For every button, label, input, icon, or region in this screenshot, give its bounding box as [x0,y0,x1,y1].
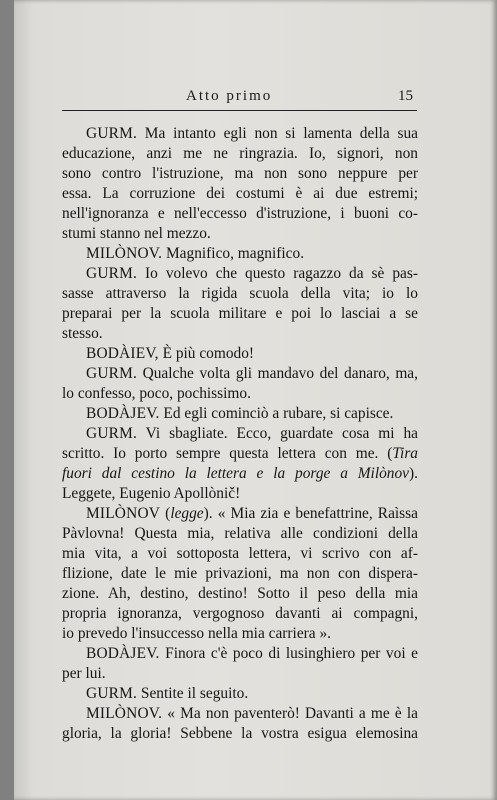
line-text: Finora c'è poco di lusinghiero per voi e [159,645,418,662]
text-line [62,524,418,544]
line-text: È più comodo! [158,345,255,362]
page-number: 15 [398,88,413,104]
speaker-name: GURM. [86,265,138,282]
line-text: fuori dal cestino la lettera e la porge a Milònov). [62,465,418,482]
text-line [62,164,418,184]
text-line [62,464,418,484]
text-line [62,304,418,324]
page-body-text [62,124,418,744]
line-text: scritto. Io porto sempre questa lettera con me. (Tira [62,445,418,462]
line-text: lo confesso, poco, pochissimo. [62,385,251,402]
text-line [62,444,418,464]
line-text: Ed egli cominciò a rubare, si capisce. [159,405,394,422]
line-text: preparai per la scuola militare e poi lo lasciai a se [62,305,418,322]
text-line [62,244,418,264]
line-text: stumi stanno nel mezzo. [62,225,211,242]
speaker-name: GURM. [86,125,138,142]
speaker-name: BODÀJEV. [86,405,160,422]
line-text: Sentite il seguito. [137,685,249,702]
line-text: essa. La corruzione dei costumi è ai due estremi; [62,185,418,202]
line-text: nell'ignoranza e nell'eccesso d'istruzione, i buoni co- [62,205,418,222]
speaker-name: BODÀIEV, [86,345,159,362]
text-line [62,404,418,424]
line-text: zione. Ah, destino, destino! Sotto il peso della mia [62,585,418,602]
text-line [62,604,418,624]
line-text: gloria, la gloria! Sebbene la vostra esigua elemosina [62,725,418,742]
speaker-name: GURM. [86,685,138,702]
line-text: Leggete, Eugenio Apollònič! [62,485,241,502]
line-text: educazione, anzi me ne ringrazia. Io, signori, non [62,145,418,162]
speaker-name: GURM. [86,425,138,442]
book-page [14,0,497,800]
text-line [62,504,418,524]
text-line [62,424,418,444]
line-text: flizione, date le mie privazioni, ma non con dispera- [62,565,418,582]
speaker-name: MILÒNOV. [86,705,163,722]
line-text: Magnifico, magnifico. [162,245,305,262]
text-line [62,224,418,244]
running-title: Atto primo [186,88,273,104]
text-line [62,344,418,364]
text-line [62,564,418,584]
line-text: Ma intanto egli non si lamenta della sua [137,125,418,142]
text-line [62,204,418,224]
line-text: sasse attraverso la rigida scuola della vita; io lo [62,285,418,302]
speaker-name: GURM. [86,365,138,382]
text-line [62,724,418,744]
header-rule [62,110,417,111]
speaker-name: MILÒNOV. [86,245,163,262]
speaker-name: BODÀJEV. [86,645,160,662]
line-text: io prevedo l'insuccesso nella mia carriera ». [62,625,332,642]
line-text: Qualche volta gli mandavo del danaro, ma, [137,365,418,382]
text-line [62,144,418,164]
line-text: stesso. [62,325,103,342]
text-line [62,264,418,284]
line-text: Vi sbagliate. Ecco, guardate cosa mi ha [137,425,418,442]
line-text: « Ma non paventerò! Davanti a me è la [162,705,418,722]
text-line [62,284,418,304]
text-line [62,324,418,344]
line-text: (legge). « Mia zia e benefattrine, Raìssa [160,505,418,522]
line-text: mia vita, a voi sottoposta lettera, vi scrivo con af- [62,545,418,562]
text-line [62,684,418,704]
text-line [62,184,418,204]
line-text: sono contro l'istruzione, ma non sono neppure per [62,165,418,182]
text-line [62,644,418,664]
text-line [62,624,418,644]
line-text: Io volevo che questo ragazzo da sè pas- [137,265,418,282]
text-line [62,704,418,724]
line-text: propria ignoranza, vergognoso davanti ai compagni, [62,605,418,622]
speaker-name: MILÒNOV [86,505,161,522]
text-line [62,364,418,384]
text-line [62,664,418,684]
text-line [62,124,418,144]
line-text: per lui. [62,665,106,682]
line-text: Pàvlovna! Questa mia, relativa alle condizioni della [62,525,418,542]
text-line [62,384,418,404]
text-line [62,584,418,604]
text-line [62,544,418,564]
text-line [62,484,418,504]
page-header [14,88,497,108]
